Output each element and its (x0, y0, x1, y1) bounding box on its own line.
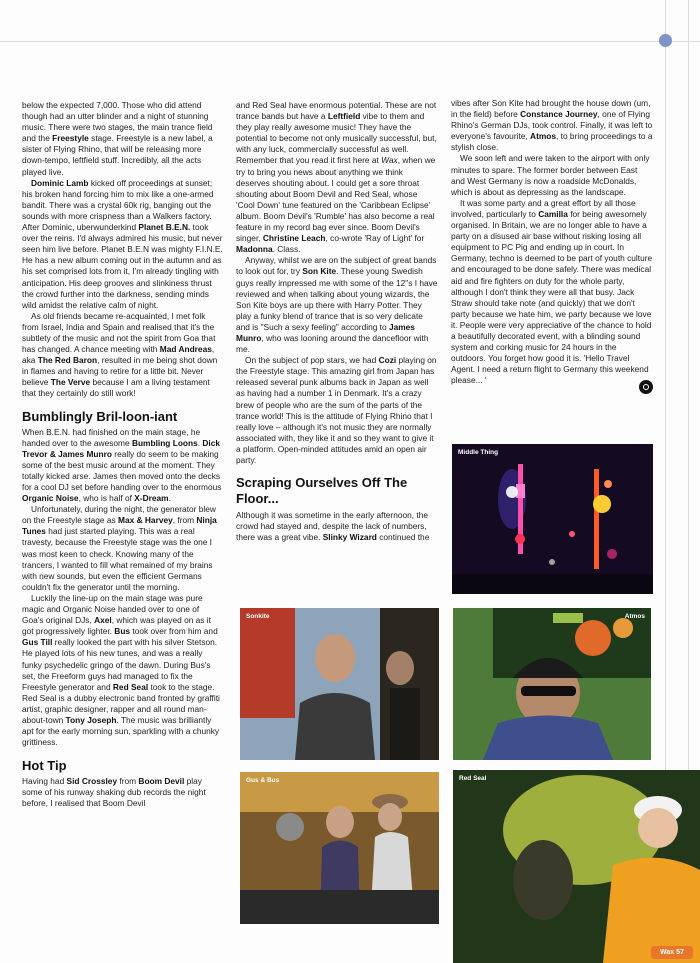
paragraph: Having had Sid Crossley from Boom Devil play some of his runway shaking dub records the night before, I realised that Boom Devil (22, 776, 206, 809)
photo-gus-and-bus (240, 772, 439, 924)
paragraph: vibes after Son Kite had brought the house down (um, in the field) before Constance Journey, one of Flying Rhino's German DJs, took control. Finally, it was left to everyone's favourite, Atmos, to bring proceedings to a stylish close. (451, 98, 653, 153)
paragraph: When B.E.N. had finished on the main stage, he handed over to the awesome Bumbling Loons. Dick Trevor & James Munro really do seem to be making some of the best music around at the moment. They totally kicked arse. James then moved onto the decks for a cool DJ set before handing over to the enormous Organic Noise, who is half of X-Dream. (22, 426, 222, 504)
djs-at-decks-illustration (240, 772, 439, 924)
photo-middle-thing (452, 444, 653, 594)
page-number-badge: Wax 57 (651, 946, 693, 959)
paragraph: It was some party and a great effort by all those involved, particularly to Camilla for being awesomely organised. In Britain, we are no longer able to have a party on a disused air base without risking losing all equipment to PC Pig and ending up in court. In Germany, techno is deemed to be part of youth culture and encouraged to be done safely. There was medical aid and fire fighters on duty for the whole party, although I don't think they were all that busy. Jack Straw should take note (and quickly) that we don't party because we hate him, we party because we love it. People were very appreciative of the chance to hold a beautifully decorated event, with a blinding sound system and corking music for 24 hours in the outdoors. You forget how good it is. 'Hello Travel Agent. I need a return flight to Germany this weekend please... ' (451, 197, 653, 386)
top-rule (0, 41, 700, 42)
photo-red-seal (453, 770, 700, 963)
paragraph: Dominic Lamb kicked off proceedings at sunset; his broken hand forcing him to mix like a one-armed bandit. There was a crystal 60k rig, banging out the sounds with more crispness than a Walkers factory. After Dominic, uberwunderkind Planet B.E.N. took over the reins. I'd always admired his music, but never seen him live before. Planet B.E.N was mighty F.I.N.E. He has a new album coming out in the autumn and as his set comprised lots from it, I'm already tingling with anticipation. His deep grooves and slinkiness thrust the crowd further into the darkness, sending minds wild amidst the relative calm of night. (22, 177, 223, 310)
paragraph: We soon left and were taken to the airport with only minutes to spare. The former border between East and West Germany is now a roadside McDonalds, which is about as depressing as the landscape. (451, 153, 650, 197)
photo-sonkite (240, 608, 439, 760)
photo-atmos (453, 608, 651, 760)
photo-caption: Sonkite (246, 613, 270, 620)
paragraph: On the subject of pop stars, we had Cozi playing on the Freestyle stage. This amazing girl from Japan has released several punk albums back in Japan as well as having had a number 1 in Denmark. It's a crazy brew of people who are the sum of the parts of the trance world! This is the attitude of Flying Rhino that I really love – although it's not music they are normally associated with, they like it and so they want to give it a platform. Open-minded attitudes amid an open air party. (236, 355, 437, 465)
dj-atmos-illustration (453, 608, 651, 760)
paragraph: Unfortunately, during the night, the generator blew on the Freestyle stage as Max & Harvey, from Ninja Tunes had just started playing. This was a real travesty, because the Freestyle stage was the one I was most keen to check. Knowing many of the trancers, I wanted to fill what remained of my brains with new sounds, but even the efficient Germans couldn't fix the generator until the morning. (22, 504, 217, 592)
article-column-2 (236, 100, 438, 543)
photo-caption: Red Seal (459, 775, 487, 782)
end-of-article-icon (639, 380, 653, 394)
paragraph: As old friends became re-acquainted, I met folk from Israel, India and Spain and realised that it's the subtlety of the music and not the spirit from Goa that has changed. A chance meeting with Mad Andreas, aka The Red Baron, resulted in me being shot down in flames and having to retire for a little bit. Never believe The Verve because I am a living testament that they certainly do still work! (22, 310, 218, 399)
section-heading: Hot Tip (22, 758, 67, 774)
photo-caption: Gus & Bus (246, 777, 280, 784)
article-column-1 (22, 100, 223, 810)
performer-illustration (453, 770, 700, 963)
section-heading: Scraping Ourselves Off The Floor... (236, 475, 408, 507)
page-marker-dot (659, 34, 672, 47)
paragraph: below the expected 7,000. Those who did attend though had an utter blinder and a night of stunning music. There were two stages, the main trance field and the Freestyle stage. Freestyle is a new label, a sister of Flying Rhino, that will be releasing more down-tempo, leftfield stuff. Incredibly, all the acts played live. (22, 100, 213, 177)
photo-caption: Middle Thing (458, 449, 499, 456)
photo-caption: Atmos (624, 613, 645, 620)
paragraph: Anyway, whilst we are on the subject of great bands to look out for, try Son Kite. These young Swedish guys really impressed me with some of the 12"s I have reviewed and when talking about young wizards, the Son Kite boys are up there with Harry Potter. They play a funky blend of trance that is so very delicate and is "Such a sexy feeling" according to James Munro, who was looning around the dancefloor with me. (236, 255, 438, 355)
article-column-3 (451, 98, 653, 394)
section-heading: Bumblingly Bril-loon-iant (22, 408, 178, 424)
paragraph: Although it was sometime in the early afternoon, the crowd had stayed and, despite the lack of numbers, there was a great vibe. Slinky Wizard continued the (236, 510, 430, 543)
paragraph: and Red Seal have enormous potential. These are not trance bands but have a Leftfield vibe to them and they play really awesome music! They have the potential to become not only musically successful, but, with any luck, commercially successful as well. Remember that you read it first here at Wax, when we try to bring you news about anything we think deserves shouting about. I could get a sore throat shouting about Boom Devil and Red Seal, whose 'Cool Down' tune featured on the 'Caribbean Eclipse' album. Boom Devil's 'Rumble' has also become a real feature in my record bag ever since. Boom Devil's singer, Christine Leach, co-wrote 'Ray of Light' for Madonna. Class. (236, 100, 437, 255)
stage-lights-illustration (452, 444, 653, 594)
paragraph: Luckily the line-up on the main stage was pure magic and Organic Noise handed over to one of Goa's original DJs, Axel, which was played on as it got progressively lighter. Bus took over from him and Gus Till really looked the part with his silver Stetson. He played lots of his new tunes, and was a really funky psychedelic gringo of the dawn. During Bus's set, the Freeform guys had managed to fix the Freestyle generator and Red Seal took to the stage. Red Seal is a dubby electronic band fronted by graffiti artist, graphic designer, rapper and all round man-about-town Tony Joseph. The music was brilliantly apt for the early morning sun, sparkling with a chunky grittiness. (22, 592, 220, 748)
djs-illustration (240, 608, 439, 760)
